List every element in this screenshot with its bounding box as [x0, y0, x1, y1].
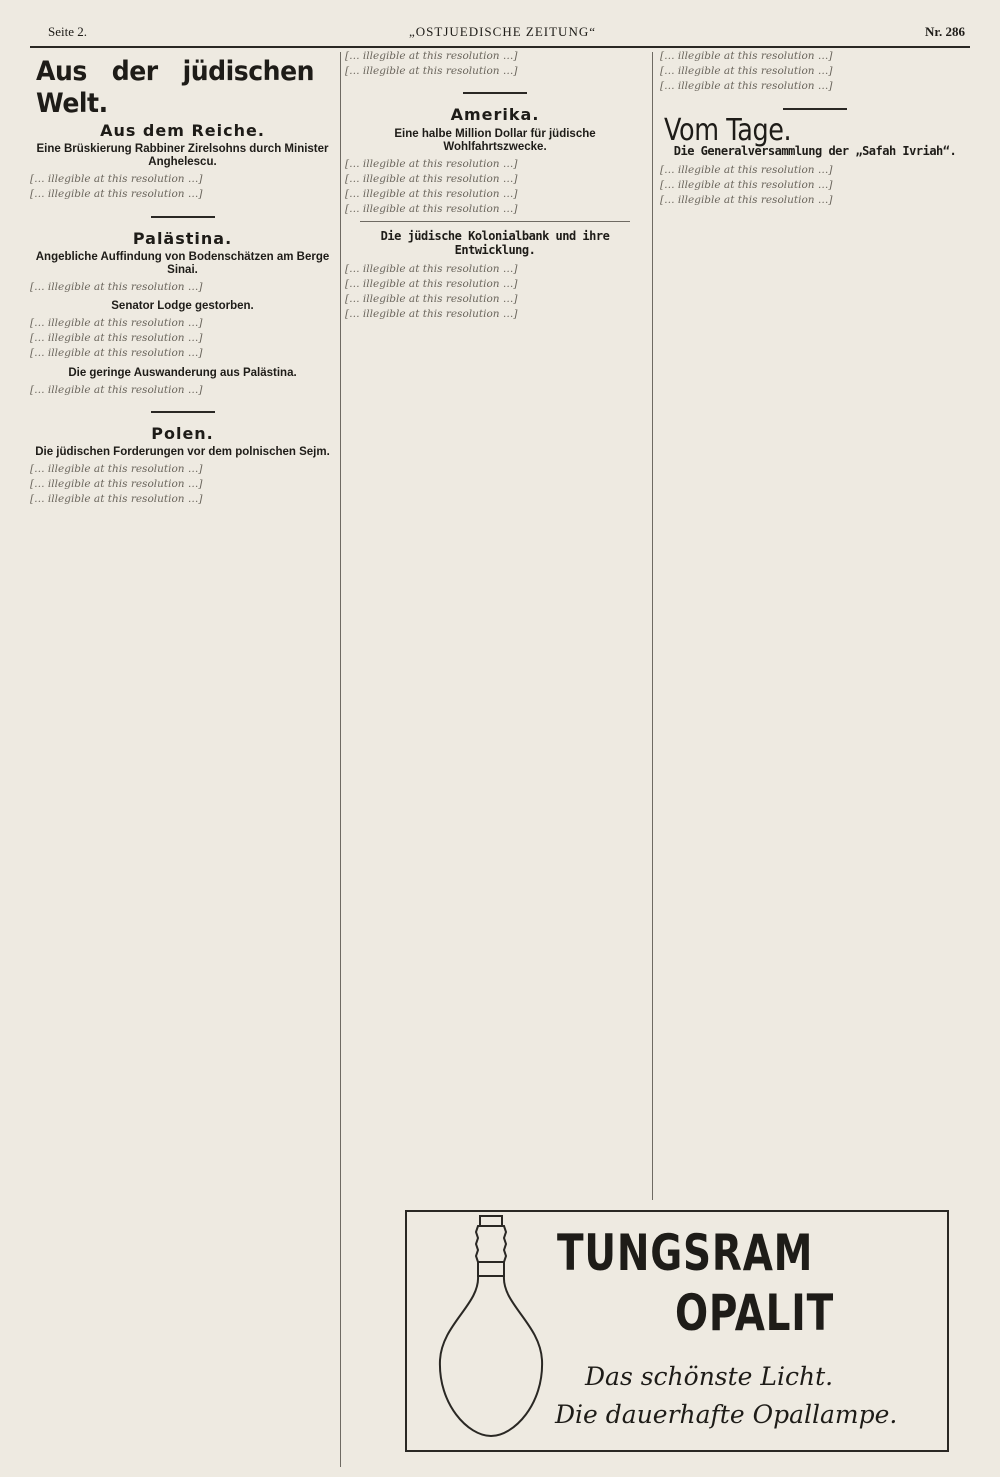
article-paragraph: [… illegible at this resolution …]	[30, 463, 203, 476]
column-1	[30, 50, 335, 1465]
article-paragraph: [… illegible at this resolution …]	[660, 50, 833, 62]
section-rule	[360, 221, 630, 222]
brand-name: TUNGSRAM	[557, 1224, 814, 1282]
article-headline: Senator Lodge gestorben.	[111, 300, 254, 313]
section-aus-dem-reiche	[30, 121, 335, 202]
article-headline: Angebliche Auffindung von Bodenschätzen am Berge Sinai.	[35, 250, 330, 276]
column-2	[345, 50, 645, 1198]
article-paragraph: [… illegible at this resolution …]	[345, 308, 518, 321]
column-separator	[340, 52, 341, 1467]
article-paragraph: [… illegible at this resolution …]	[345, 262, 518, 275]
article-paragraph: [… illegible at this resolution …]	[345, 278, 518, 291]
article-paragraph: [… illegible at this resolution …]	[345, 157, 518, 170]
section-title: Polen.	[151, 423, 214, 443]
section-divider	[151, 216, 215, 218]
article-paragraph: [… illegible at this resolution …]	[345, 50, 518, 62]
section-palaestina	[30, 228, 335, 294]
article-headline: Die geringe Auswanderung aus Palästina.	[68, 366, 297, 379]
article-headline: Eine Brüskierung Rabbiner Zirelsohns durch Minister Anghelescu.	[36, 143, 329, 169]
article-paragraph: [… illegible at this resolution …]	[660, 194, 833, 207]
article-headline: Die jüdischen Forderungen vor dem polnischen Sejm.	[35, 446, 330, 459]
column-3	[660, 50, 970, 1198]
article-paragraph: [… illegible at this resolution …]	[345, 203, 518, 216]
main-heading: Aus der jüdischen Welt.	[36, 56, 315, 119]
section-polen	[30, 423, 335, 507]
page-number: Seite 2.	[48, 24, 87, 39]
section-vom-tage	[660, 112, 970, 208]
column-separator	[652, 52, 653, 1200]
section-title: Vom Tage.	[664, 112, 792, 148]
tungsram-advertisement	[405, 1210, 949, 1452]
article-paragraph: [… illegible at this resolution …]	[30, 173, 203, 186]
article-headline: Die Generalversammlung der „Safah Ivriah“.	[673, 143, 957, 158]
product-name: OPALIT	[675, 1284, 834, 1342]
article-paragraph: [… illegible at this resolution …]	[660, 65, 833, 78]
article-headline: Die jüdische Kolonialbank und ihre Entwicklung.	[380, 229, 610, 257]
article-paragraph: [… illegible at this resolution …]	[30, 478, 203, 491]
article-paragraph: [… illegible at this resolution …]	[30, 280, 203, 293]
article-paragraph: [… illegible at this resolution …]	[345, 188, 518, 201]
section-amerika	[345, 105, 645, 216]
article-paragraph: [… illegible at this resolution …]	[660, 80, 833, 93]
article-paragraph: [… illegible at this resolution …]	[30, 188, 203, 201]
slogan-line: Die dauerhafte Opallampe.	[555, 1400, 898, 1429]
article-paragraph: [… illegible at this resolution …]	[660, 179, 833, 192]
section-divider	[783, 108, 847, 110]
section-title: Amerika.	[450, 105, 540, 125]
article-paragraph: [… illegible at this resolution …]	[30, 317, 203, 330]
article-paragraph: [… illegible at this resolution …]	[345, 172, 518, 185]
newspaper-name: „OSTJUEDISCHE ZEITUNG“	[408, 24, 596, 39]
masthead	[40, 20, 965, 42]
article-paragraph: [… illegible at this resolution …]	[30, 332, 203, 345]
slogan-line: Das schönste Licht.	[585, 1362, 834, 1391]
light-bulb-icon	[422, 1212, 562, 1444]
section-divider	[463, 92, 527, 94]
section-title: Aus dem Reiche.	[100, 121, 265, 140]
article-paragraph: [… illegible at this resolution …]	[30, 493, 203, 506]
article-paragraph: [… illegible at this resolution …]	[30, 347, 203, 360]
section-title: Palästina.	[132, 228, 233, 248]
article-paragraph: [… illegible at this resolution …]	[345, 293, 518, 306]
article-kolonialbank	[345, 230, 645, 321]
issue-number: Nr. 286	[925, 24, 965, 39]
article-senator-lodge	[30, 300, 335, 361]
masthead-rule	[30, 46, 970, 48]
article-paragraph: [… illegible at this resolution …]	[660, 164, 833, 177]
article-paragraph: [… illegible at this resolution …]	[30, 383, 203, 396]
article-paragraph: [… illegible at this resolution …]	[345, 65, 518, 78]
section-divider	[151, 411, 215, 413]
article-headline: Eine halbe Million Dollar für jüdische Wohlfahrtszwecke.	[394, 127, 596, 153]
article-auswanderung	[30, 367, 335, 397]
